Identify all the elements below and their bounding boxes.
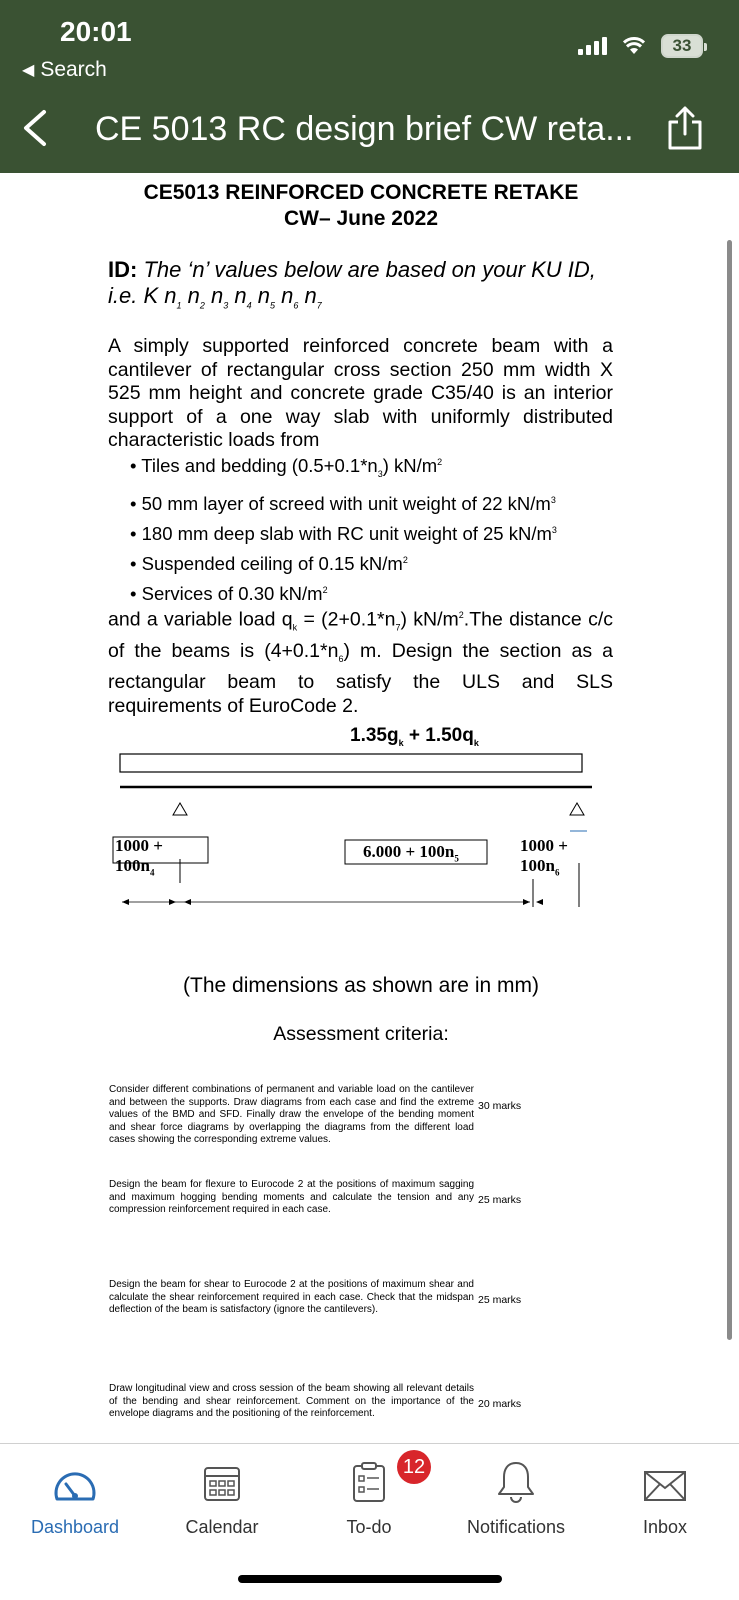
criteria-2-text: Design the beam for flexure to Eurocode 2 at the positions of maximum sagging and maximum hogging bending moments and calculate the tension and any compression reinforcement required in each case. — [109, 1179, 474, 1215]
tab-calendar-label: Calendar — [185, 1517, 259, 1537]
load-combination-label: $1.35g_k + 1.50q_k$ — [350, 725, 479, 748]
scrollbar[interactable] — [727, 240, 732, 1340]
back-to-search-label: Search — [40, 58, 107, 81]
doc-title-line2: CW– June 2022 — [283, 207, 439, 230]
id-formula: i.e. K $n_1$ $n_2$ $n_3$ $n_4$ $n_5$ $n_6$ $n_7$ — [108, 283, 322, 311]
tab-dashboard-label: Dashboard — [30, 1517, 120, 1537]
list-item: • 50 mm layer of screed with unit weight of 22 $kN/m^3$ — [130, 487, 557, 517]
wifi-icon — [623, 37, 645, 55]
criteria-4-marks: 20 marks — [478, 1398, 522, 1410]
tab-to-do-label: To-do — [346, 1517, 392, 1537]
calendar-icon — [202, 1463, 242, 1503]
dimensions-note: (The dimensions as shown are in mm) — [183, 974, 539, 997]
load-list — [130, 449, 557, 607]
document-title: CE 5013 RC design brief CW reta... — [95, 110, 634, 148]
home-indicator[interactable] — [238, 1575, 502, 1583]
back-to-search-link[interactable] — [22, 58, 107, 82]
dim-right-label: 1000 + $100n_6$ — [520, 836, 568, 878]
back-triangle-icon: ◀ — [22, 62, 35, 79]
status-icons — [578, 34, 703, 58]
tab-notifications[interactable] — [446, 1443, 586, 1538]
list-item: • Tiles and bedding $(0.5+0.1*n_3)$ $kN/m^2$ — [130, 449, 557, 487]
right-support-icon — [570, 803, 584, 815]
distributed-load-box — [120, 754, 582, 772]
clipboard-checklist-icon — [351, 1461, 387, 1503]
tab-inbox-label: Inbox — [642, 1517, 688, 1537]
mail-envelope-icon — [643, 1469, 687, 1503]
to-do-count-badge: 12 — [397, 1450, 431, 1484]
document-viewer[interactable] — [0, 173, 739, 1443]
tab-notifications-label: Notifications — [466, 1517, 566, 1537]
id-label: ID: — [108, 257, 138, 282]
doc-title-line1: CE5013 REINFORCED CONCRETE RETAKE — [143, 181, 579, 204]
list-item: • 180 mm deep slab with RC unit weight of 25 $kN/m^3$ — [130, 517, 557, 547]
criteria-1-text: Consider different combinations of permanent and variable load on the cantilever and between the supports. Draw diagrams from each case and find the extreme values of the BMD and SFD. Finally draw the envelope of the bending moment and shear force diagrams by overlapping the diagrams from the different load cases showing the corresponding extreme values. — [109, 1084, 474, 1145]
id-text: The ‘n’ values below are based on your KU ID, — [137, 257, 596, 282]
status-time: 20:01 — [60, 16, 132, 47]
dim-left-label: 1000 + $100n_4$ — [115, 836, 163, 878]
dashboard-gauge-icon — [51, 1469, 99, 1503]
intro-paragraph: A simply supported reinforced concrete beam with a cantilever of rectangular cross section 250 mm width X 525 mm height and concrete grade C35/40 is an interior support of a one way slab with uniformly distributed characteristic loads from — [108, 335, 613, 451]
share-icon[interactable] — [666, 104, 704, 152]
app-header — [0, 0, 739, 173]
tab-calendar[interactable] — [167, 1443, 277, 1538]
variable-load-paragraph: and a variable load $q_k = (2+0.1*n_7)$ $kN/m^2.The$ distance c/c of the beams is $(4+0.1*n_6)$ m. Design the section as a rectangular beam to satisfy the ULS and SLS requirements of EuroCode 2. — [108, 608, 613, 717]
left-support-icon — [173, 803, 187, 815]
list-item: • Services of 0.30 $kN/m^2$ — [130, 577, 557, 607]
tab-inbox[interactable] — [620, 1443, 710, 1538]
assessment-title: Assessment criteria: — [273, 1023, 449, 1045]
battery-icon: 33 — [661, 34, 703, 58]
beam-diagram — [110, 751, 600, 911]
criteria-1-marks: 30 marks — [478, 1100, 522, 1112]
list-item: • Suspended ceiling of 0.15 $kN/m^2$ — [130, 547, 557, 577]
criteria-3-text: Design the beam for shear to Eurocode 2 at the positions of maximum shear and calculate the shear reinforcement required in each case. Check that the midspan deflection of the beam is satisfactory (ignore the cantilevers). — [109, 1279, 474, 1315]
dim-middle-label: $6.000 + 100n_5$ — [363, 842, 459, 864]
tab-dashboard[interactable] — [20, 1443, 130, 1538]
criteria-3-marks: 25 marks — [478, 1294, 522, 1306]
id-line — [108, 257, 596, 283]
criteria-2-marks: 25 marks — [478, 1194, 522, 1206]
bell-icon — [495, 1459, 537, 1503]
cellular-signal-icon — [578, 37, 607, 55]
back-chevron-icon[interactable] — [16, 106, 56, 150]
criteria-4-text: Draw longitudinal view and cross session of the beam showing all relevant details of the bending and shear reinforcement. Comment on the importance of the envelope diagrams and the positioning of the reinforcement. — [109, 1383, 474, 1419]
